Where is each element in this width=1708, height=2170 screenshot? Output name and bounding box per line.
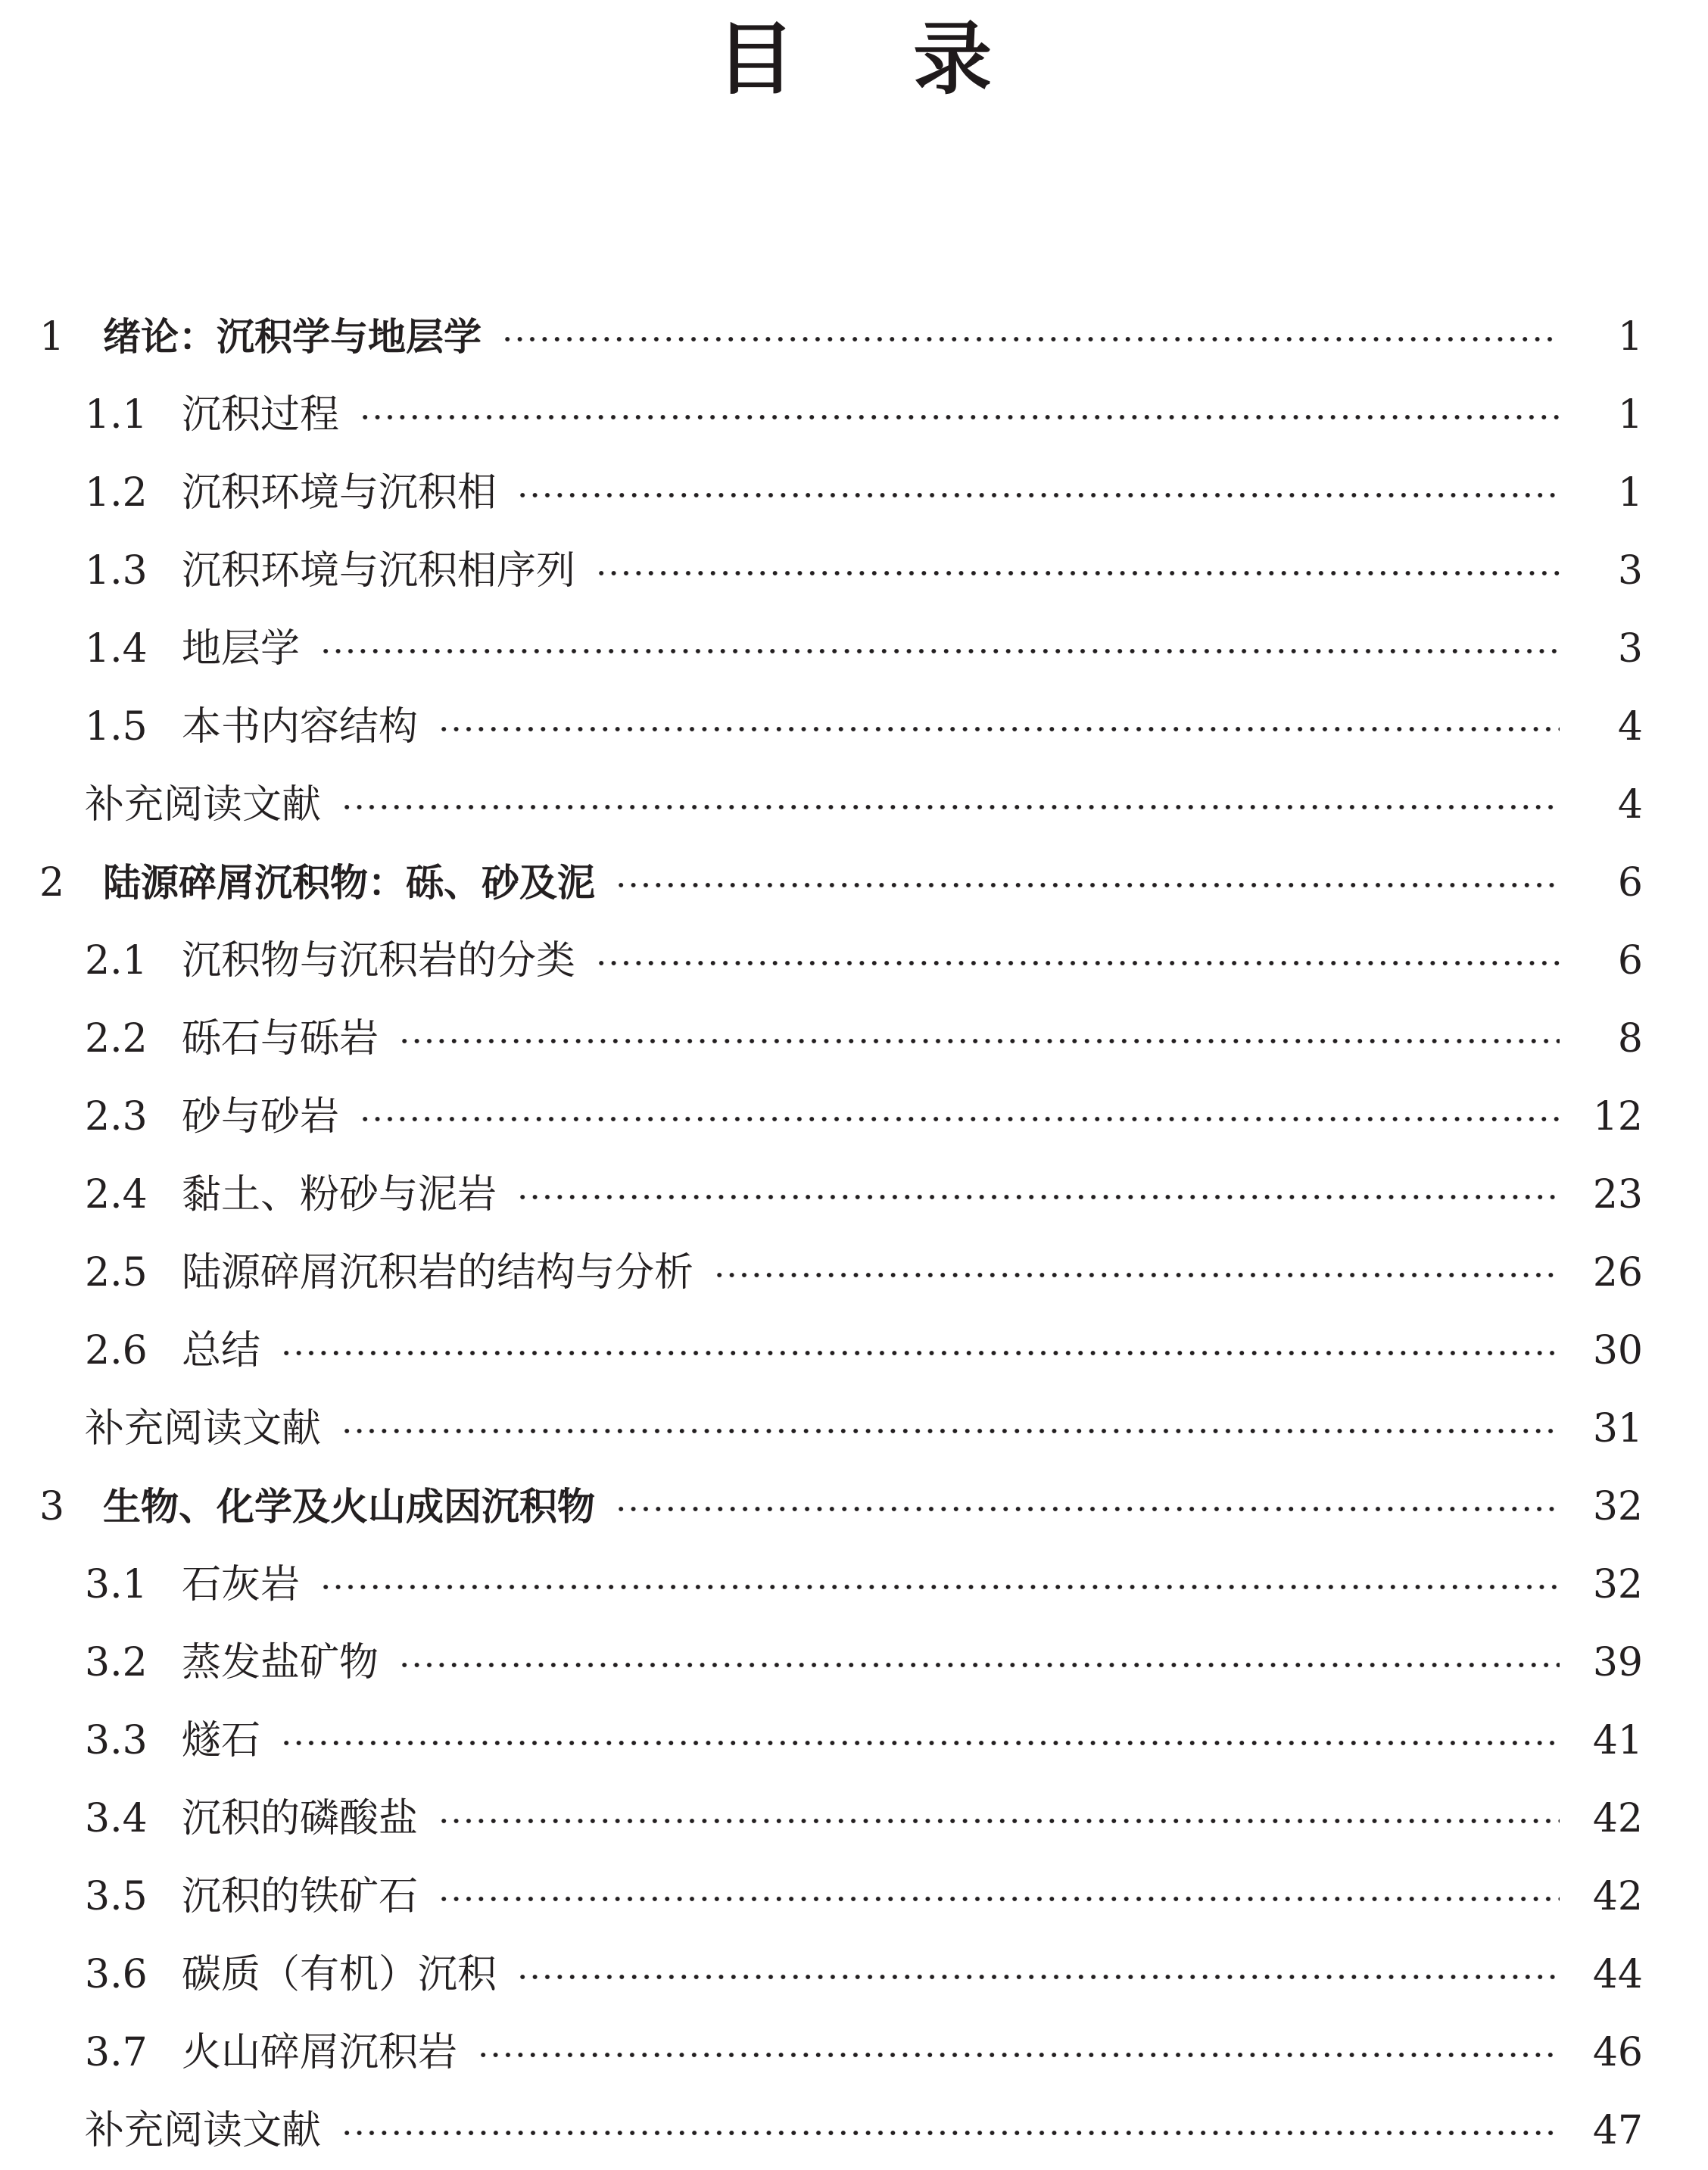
entry-number: 2.5 (85, 1250, 148, 1295)
dot-leader (595, 960, 1560, 966)
entry-number: 2.6 (85, 1328, 148, 1373)
entry-number: 1.2 (85, 470, 148, 516)
dot-leader (516, 1194, 1560, 1200)
dot-leader (516, 1974, 1560, 1980)
toc-section-entry[interactable] (0, 2014, 1708, 2092)
entry-number: 2.4 (85, 1172, 148, 1218)
entry-number: 3.5 (85, 1874, 148, 1919)
entry-page-number: 12 (1592, 1094, 1643, 1140)
toc-section-entry[interactable] (0, 1156, 1708, 1234)
entry-number: 3.6 (85, 1952, 148, 1997)
toc-section-entry[interactable] (0, 1780, 1708, 1858)
entry-title: 石灰岩 (182, 1562, 301, 1607)
dot-leader (398, 1662, 1560, 1668)
toc-chapter-entry[interactable] (0, 298, 1708, 376)
entry-title: 燧石 (182, 1718, 261, 1763)
entry-page-number: 30 (1592, 1328, 1643, 1373)
entry-page-number: 1 (1617, 470, 1643, 516)
entry-title: 本书内容结构 (182, 704, 419, 750)
dot-leader (341, 2130, 1560, 2136)
entry-number: 1.1 (85, 392, 148, 438)
entry-number: 1.5 (85, 704, 148, 750)
toc-section-entry[interactable] (0, 1936, 1708, 2014)
toc-section-entry[interactable] (0, 1312, 1708, 1390)
entry-number: 2 (39, 860, 65, 906)
toc-section-entry[interactable] (0, 1858, 1708, 1936)
dot-leader (595, 570, 1560, 576)
entry-number: 3 (39, 1484, 65, 1529)
entry-number: 2.1 (85, 938, 148, 984)
entry-page-number: 26 (1592, 1250, 1643, 1295)
entry-number: 2.2 (85, 1016, 148, 1062)
entry-title: 黏土、粉砂与泥岩 (182, 1172, 497, 1218)
dot-leader (359, 1116, 1560, 1122)
entry-title: 沉积的铁矿石 (182, 1874, 419, 1919)
dot-leader (341, 1428, 1560, 1434)
entry-title: 补充阅读文献 (85, 782, 322, 828)
dot-leader (477, 2052, 1560, 2058)
entry-title: 蒸发盐矿物 (182, 1640, 379, 1685)
entry-number: 1 (39, 314, 65, 360)
dot-leader (319, 648, 1560, 654)
entry-title: 生物、化学及火山成因沉积物 (103, 1485, 595, 1529)
entry-title: 补充阅读文献 (85, 2108, 322, 2153)
entry-page-number: 41 (1592, 1718, 1643, 1763)
entry-title: 补充阅读文献 (85, 1406, 322, 1451)
entry-page-number: 32 (1592, 1484, 1643, 1529)
dot-leader (713, 1272, 1560, 1278)
entry-title: 沉积环境与沉积相 (182, 470, 497, 516)
entry-title: 砂与砂岩 (182, 1094, 340, 1140)
toc-section-entry[interactable] (0, 1702, 1708, 1780)
entry-page-number: 42 (1592, 1874, 1643, 1919)
dot-leader (280, 1740, 1560, 1746)
entry-page-number: 44 (1592, 1952, 1643, 1997)
dot-leader (615, 882, 1560, 888)
entry-page-number: 39 (1592, 1640, 1643, 1685)
toc-reading-entry[interactable] (0, 1390, 1708, 1468)
entry-number: 2.3 (85, 1094, 148, 1140)
entry-number: 3.1 (85, 1562, 148, 1607)
dot-leader (438, 1896, 1560, 1902)
toc-section-entry[interactable] (0, 532, 1708, 610)
dot-leader (398, 1038, 1560, 1044)
entry-number: 3.4 (85, 1796, 148, 1841)
dot-leader (438, 1818, 1560, 1824)
entry-title: 碳质（有机）沉积 (182, 1952, 497, 1997)
entry-title: 沉积环境与沉积相序列 (182, 548, 576, 594)
entry-page-number: 32 (1592, 1562, 1643, 1607)
dot-leader (319, 1584, 1560, 1590)
entry-number: 1.4 (85, 626, 148, 672)
entry-page-number: 1 (1617, 314, 1643, 360)
toc-section-entry[interactable] (0, 376, 1708, 454)
dot-leader (516, 492, 1560, 498)
toc-chapter-entry[interactable] (0, 844, 1708, 922)
toc-section-entry[interactable] (0, 1000, 1708, 1078)
dot-leader (438, 726, 1560, 732)
dot-leader (359, 414, 1560, 420)
toc-section-entry[interactable] (0, 1078, 1708, 1156)
dot-leader (615, 1506, 1560, 1512)
toc-section-entry[interactable] (0, 454, 1708, 532)
entry-number: 1.3 (85, 548, 148, 594)
dot-leader (501, 336, 1560, 342)
entry-title: 沉积物与沉积岩的分类 (182, 938, 576, 984)
toc-section-entry[interactable] (0, 922, 1708, 1000)
entry-page-number: 8 (1617, 1016, 1643, 1062)
toc-section-entry[interactable] (0, 610, 1708, 688)
entry-page-number: 31 (1592, 1406, 1643, 1451)
entry-page-number: 46 (1592, 2030, 1643, 2075)
entry-title: 地层学 (182, 626, 301, 672)
toc-reading-entry[interactable] (0, 2092, 1708, 2170)
entry-page-number: 23 (1592, 1172, 1643, 1218)
entry-title: 沉积过程 (182, 392, 340, 438)
toc-section-entry[interactable] (0, 688, 1708, 766)
toc-section-entry[interactable] (0, 1624, 1708, 1702)
toc-reading-entry[interactable] (0, 766, 1708, 844)
entry-number: 3.7 (85, 2030, 148, 2075)
entry-page-number: 3 (1617, 626, 1643, 672)
toc-section-entry[interactable] (0, 1234, 1708, 1312)
dot-leader (280, 1350, 1560, 1356)
entry-page-number: 4 (1617, 782, 1643, 828)
entry-page-number: 42 (1592, 1796, 1643, 1841)
entry-title: 火山碎屑沉积岩 (182, 2030, 458, 2075)
page-title: 目 录 (715, 13, 1038, 105)
toc-section-entry[interactable] (0, 1546, 1708, 1624)
entry-title: 砾石与砾岩 (182, 1016, 379, 1062)
entry-number: 3.3 (85, 1718, 148, 1763)
entry-page-number: 47 (1592, 2108, 1643, 2153)
entry-title: 陆源碎屑沉积岩的结构与分析 (182, 1250, 694, 1295)
entry-number: 3.2 (85, 1640, 148, 1685)
entry-page-number: 1 (1617, 392, 1643, 438)
entry-title: 总结 (182, 1328, 261, 1373)
entry-title: 绪论：沉积学与地层学 (103, 315, 482, 359)
entry-page-number: 3 (1617, 548, 1643, 594)
entry-page-number: 6 (1617, 938, 1643, 984)
entry-title: 陆源碎屑沉积物：砾、砂及泥 (103, 861, 595, 905)
entry-page-number: 6 (1617, 860, 1643, 906)
entry-page-number: 4 (1617, 704, 1643, 750)
entry-title: 沉积的磷酸盐 (182, 1796, 419, 1841)
dot-leader (341, 804, 1560, 810)
table-of-contents (0, 298, 1708, 2170)
toc-chapter-entry[interactable] (0, 1468, 1708, 1546)
